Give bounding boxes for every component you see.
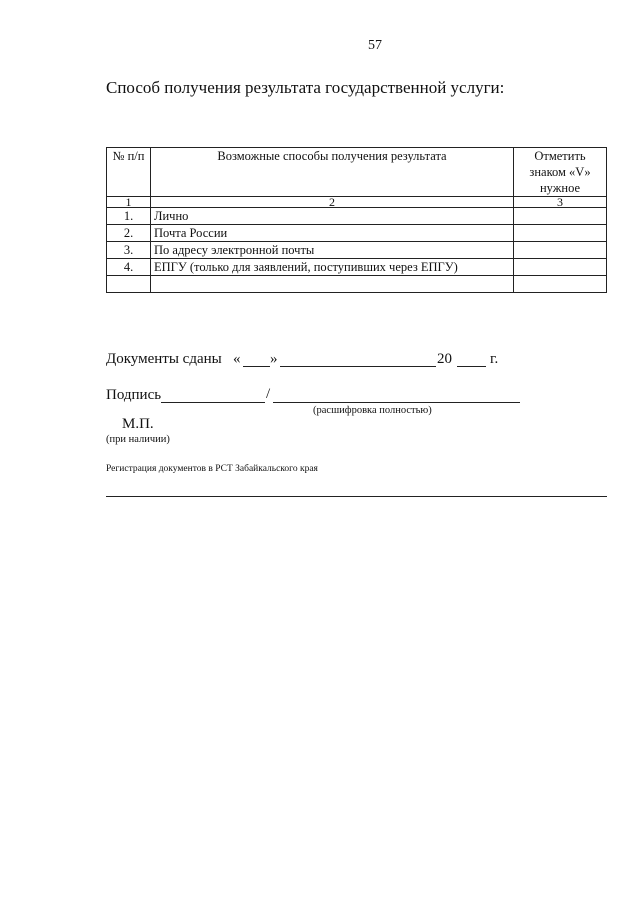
quote-close: » [270, 351, 278, 367]
documents-submitted-label: Документы сданы [106, 351, 222, 367]
numbering-cell: 3 [514, 197, 607, 208]
month-field[interactable] [280, 366, 436, 367]
header-mark: Отметить знаком «V» нужное [514, 148, 607, 197]
page-number: 57 [368, 38, 382, 53]
empty-cell [514, 276, 607, 293]
year-prefix: 20 [437, 351, 452, 367]
result-methods-table [106, 147, 607, 293]
row-method: ЕПГУ (только для заявлений, поступивших через ЕПГУ) [151, 259, 514, 276]
registration-label: Регистрация документов в РСТ Забайкальского края [106, 464, 318, 474]
table-row [107, 242, 607, 259]
signature-label: Подпись [106, 387, 162, 403]
decode-note: (расшифровка полностью) [313, 405, 432, 416]
row-method: Лично [151, 208, 514, 225]
table-empty-row [107, 276, 607, 293]
row-method: По адресу электронной почты [151, 242, 514, 259]
table-numbering-row [107, 197, 607, 208]
year-suffix: г. [490, 351, 499, 367]
empty-cell [107, 276, 151, 293]
signature-field[interactable] [161, 402, 265, 403]
table-row [107, 225, 607, 242]
day-field[interactable] [243, 366, 270, 367]
signature-decode-field[interactable] [273, 402, 520, 403]
row-number: 4. [107, 259, 151, 276]
row-mark-cell[interactable] [514, 259, 607, 276]
quote-open: « [233, 351, 241, 367]
row-mark-cell[interactable] [514, 208, 607, 225]
stamp-note: (при наличии) [106, 434, 170, 445]
signature-slash: / [266, 386, 271, 402]
table-row [107, 208, 607, 225]
table-row [107, 259, 607, 276]
section-heading: Способ получения результата государственной услуги: [106, 78, 505, 97]
row-number: 2. [107, 225, 151, 242]
header-number: № п/п [107, 148, 151, 197]
row-number: 1. [107, 208, 151, 225]
row-method: Почта России [151, 225, 514, 242]
table-header-row [107, 148, 607, 197]
row-mark-cell[interactable] [514, 225, 607, 242]
row-mark-cell[interactable] [514, 242, 607, 259]
numbering-cell: 1 [107, 197, 151, 208]
row-number: 3. [107, 242, 151, 259]
stamp-label: М.П. [122, 416, 154, 432]
registration-field[interactable] [106, 496, 607, 497]
empty-cell [151, 276, 514, 293]
header-method: Возможные способы получения результата [151, 148, 514, 197]
year-field[interactable] [457, 366, 486, 367]
numbering-cell: 2 [151, 197, 514, 208]
